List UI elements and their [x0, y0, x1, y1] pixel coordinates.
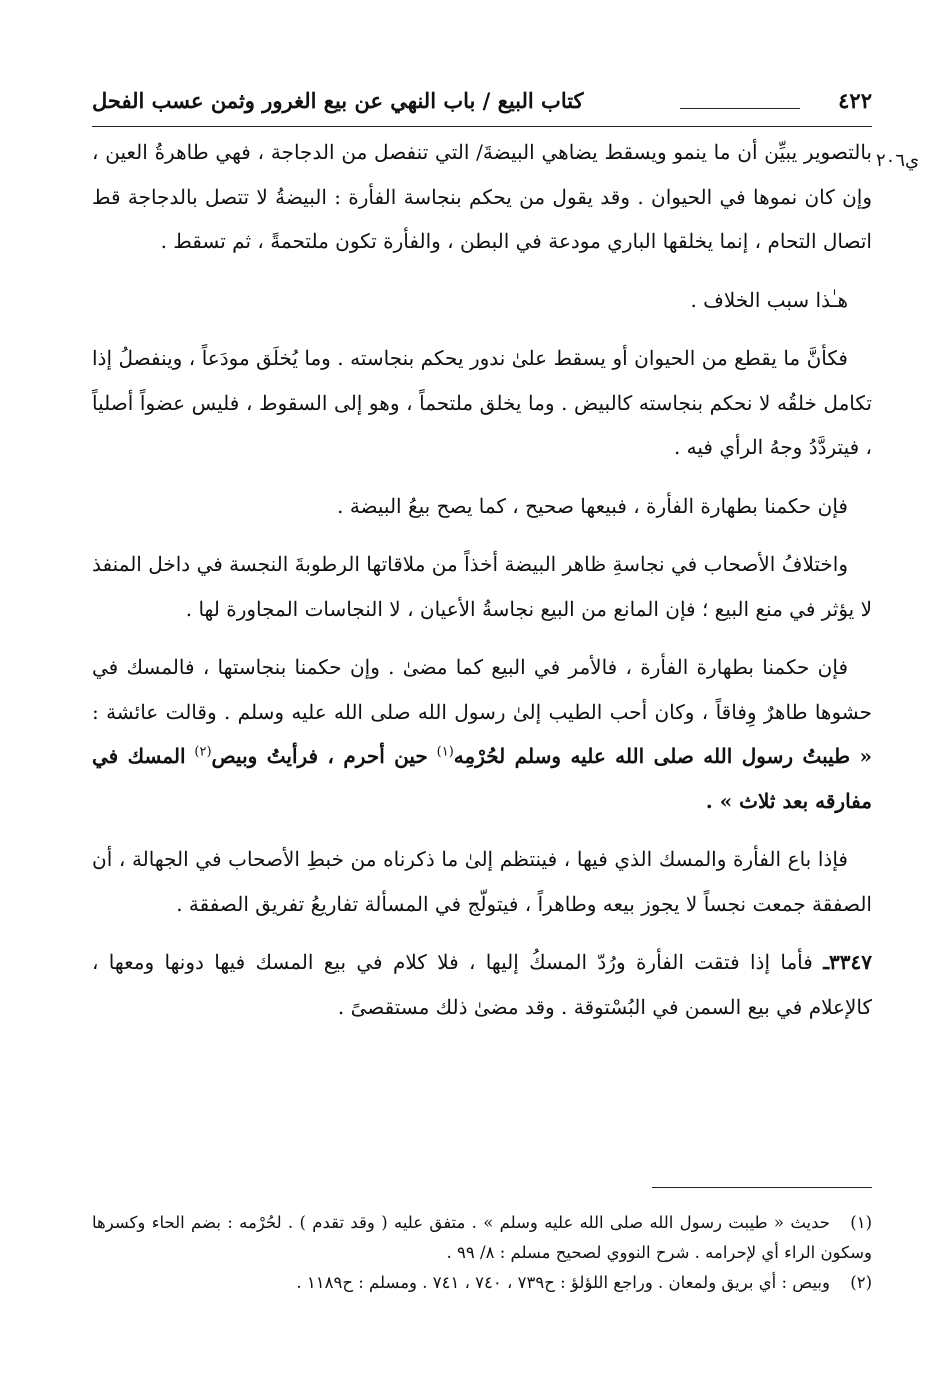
page-number: ٤٢٢: [838, 88, 872, 113]
section-number: ٣٣٤٧ـ: [823, 950, 873, 974]
paragraph-6: [92, 645, 872, 823]
paragraph-3: فكأنَّ ما يقطع من الحيوان أو يسقط علىٰ ندور يحكم بنجاسته . وما يُخلَق مودَعاً ، وينفصلُ إذا تكامل خلقُه لا نحكم بنجاسته كالبيض . وما يخلق ملتحماً ، وهو إلى السقوط ، فليس عضواً أصلياً ، فيتردَّدُ وجهُ الرأي فيه .: [92, 346, 872, 459]
footnote-rule: [652, 1187, 872, 1188]
hadith-quote-start: « طيبتُ رسول الله صلى الله عليه وسلم لحُرْمِه: [453, 744, 872, 768]
header-title: كتاب البيع / باب النهي عن بيع الغرور وثمن عسب الفحل: [92, 88, 584, 113]
margin-note: ي٢٠٦: [876, 150, 920, 171]
paragraph-4: فإن حكمنا بطهارة الفأرة ، فبيعها صحيح ، كما يصح بيعُ البيضة .: [337, 493, 848, 518]
paragraph-6-text: فإن حكمنا بطهارة الفأرة ، فالأمر في البيع كما مضىٰ . وإن حكمنا بنجاستها ، فالمسك في حشوها طاهرٌ وِفاقاً ، وكان أحب الطيب إلىٰ رسول الله صلى الله عليه وسلم . وقالت عائشة :: [92, 655, 872, 724]
paragraph-1: بالتصوير يبيِّن أن ما ينمو ويسقط يضاهي البيضةَ/ التي تنفصل من الدجاجة ، فهي طاهرةُ العين ، وإن كان نموها في الحيوان . وقد يقول من يحكم بنجاسة الفأرة : البيضةُ لا تتصل بالدجاجة قط اتصال التحام ، إنما يخلقها الباري مودعة في البطن ، والفأرة تكون ملتحمةً ، ثم تسقط .: [92, 140, 872, 253]
paragraph-2: هـٰذا سبب الخلاف .: [690, 287, 848, 312]
paragraph-5: واختلافُ الأصحاب في نجاسةِ ظاهر البيضة أخذاً من ملاقاتها الرطوبةَ النجسة في داخل المنفذ لا يؤثر في منع البيع ؛ فإن المانع من البيع نجاسةُ الأعيان ، لا النجاسات المجاورة لها .: [92, 552, 872, 621]
footnote-ref-1: (١): [436, 744, 454, 760]
hadith-quote-middle: حين أحرم ، فرأيتُ وبيص: [211, 744, 428, 768]
footnote-ref-2: (٢): [194, 744, 212, 760]
header-dash: [680, 108, 800, 109]
footnote-number: (٢): [850, 1273, 872, 1292]
footnote-1: [92, 1208, 872, 1268]
running-header: [92, 86, 872, 127]
footnotes: [92, 1208, 872, 1298]
footnote-number: (١): [850, 1213, 872, 1232]
footnote-2: [92, 1268, 872, 1298]
footnote-text: حديث « طيبت رسول الله صلى الله عليه وسلم » . متفق عليه ( وقد تقدم ) . لحُرْمه : بضم الحاء وكسرها وسكون الراء أي لإحرامه . شرح النووي لصحيح مسلم : ٨/ ٩٩ .: [92, 1213, 872, 1262]
hadith-quote-end: المسك في مفارقه بعد ثلاث » .: [92, 744, 872, 813]
footnote-text: وبيص : أي بريق ولمعان . وراجع اللؤلؤ : ح٧٣٩ ، ٧٤٠ ، ٧٤١ . ومسلم : ح١١٨٩ .: [296, 1273, 830, 1292]
paragraph-7: فإذا باع الفأرة والمسك الذي فيها ، فينتظم إلىٰ ما ذكرناه من خبطِ الأصحاب في الجهالة ، أن الصفقة جمعت نجساً لا يجوز بيعه وطاهراً ، فيتولّج في المسألة تفاريعُ تفريق الصفقة .: [92, 847, 872, 916]
paragraph-8-text: فأما إذا فتقت الفأرة ورُدّ المسكُ إليها ، فلا كلام في بيع المسك فيها دونها ومعها ، كالإعلام في بيع السمن في البُسْتوقة . وقد مضىٰ ذلك مستقصىً .: [92, 950, 872, 1019]
main-text: [92, 130, 872, 1043]
paragraph-8: [92, 940, 872, 1029]
